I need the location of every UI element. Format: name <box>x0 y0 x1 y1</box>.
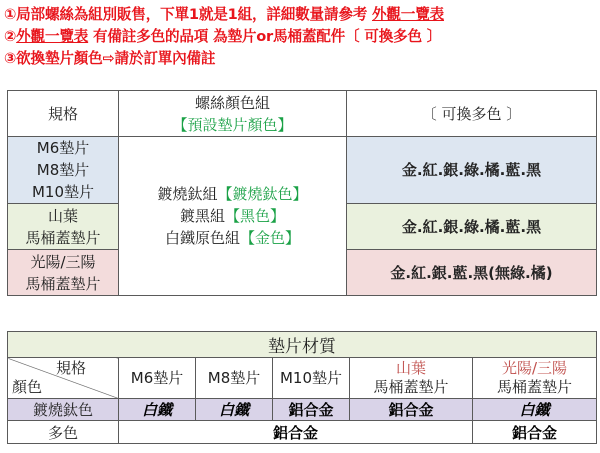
row-label: 多色 <box>8 421 119 444</box>
note-3: ③欲換墊片顏色⇨請於訂單內備註 <box>4 50 216 67</box>
changeable-colors-header: 〔 可換多色 〕 <box>347 91 597 137</box>
group-line: 鍍燒鈦組【鍍燒鈦色】 <box>157 185 308 203</box>
title-row <box>8 332 597 358</box>
table-title: 墊片材質 <box>8 332 597 358</box>
colors-cell: 金.紅.銀.藍.黑(無綠.橘) <box>347 250 597 296</box>
column-header: M10墊片 <box>273 358 350 399</box>
note-1: ①局部螺絲為組別販售，下單1就是1組，詳細數量請參考 外觀一覽表 <box>4 6 444 23</box>
colors-cell: 金.紅.銀.綠.橘.藍.黑 <box>347 137 597 204</box>
screw-groups-cell <box>119 137 347 296</box>
spec-cell: M6墊片 M8墊片 M10墊片 <box>8 137 119 204</box>
row-label: 鍍燒鈦色 <box>8 399 119 421</box>
spec-cell: 山葉 馬桶蓋墊片 <box>8 204 119 250</box>
note-2: ②外觀一覽表 有備註多色的品項 為墊片or馬桶蓋配件〔 可換多色 〕 <box>4 28 442 45</box>
material-cell: 白鐵 <box>119 399 196 421</box>
color-group-table <box>7 90 597 296</box>
column-header: 光陽/三陽 馬桶蓋墊片 <box>473 358 597 399</box>
table-row <box>8 137 597 204</box>
material-cell: 白鐵 <box>196 399 273 421</box>
material-cell: 鋁合金 <box>119 421 473 444</box>
spec-header: 規格 <box>8 91 119 137</box>
material-cell: 鋁合金 <box>273 399 350 421</box>
table-header-row <box>8 91 597 137</box>
spec-cell: 光陽/三陽 馬桶蓋墊片 <box>8 250 119 296</box>
table-row <box>8 399 597 421</box>
material-cell: 鋁合金 <box>350 399 473 421</box>
washer-material-table <box>7 331 597 444</box>
overview-table-link: 外觀一覽表 <box>16 28 89 45</box>
colors-cell: 金.紅.銀.綠.橘.藍.黑 <box>347 204 597 250</box>
table-row <box>8 421 597 444</box>
group-line: 白鐵原色組【金色】 <box>164 229 301 247</box>
column-header: 山葉 馬桶蓋墊片 <box>350 358 473 399</box>
group-line: 鍍黑組【黑色】 <box>179 207 286 225</box>
screw-color-group-header: 螺絲顏色組 【預設墊片顏色】 <box>119 91 347 137</box>
column-header: M6墊片 <box>119 358 196 399</box>
overview-table-link: 外觀一覽表 <box>372 6 444 23</box>
corner-cell: 規格 顏色 <box>8 358 119 399</box>
header-row <box>8 358 597 399</box>
material-cell: 鋁合金 <box>473 421 597 444</box>
column-header: M8墊片 <box>196 358 273 399</box>
material-cell: 白鐵 <box>473 399 597 421</box>
notes <box>4 4 598 70</box>
